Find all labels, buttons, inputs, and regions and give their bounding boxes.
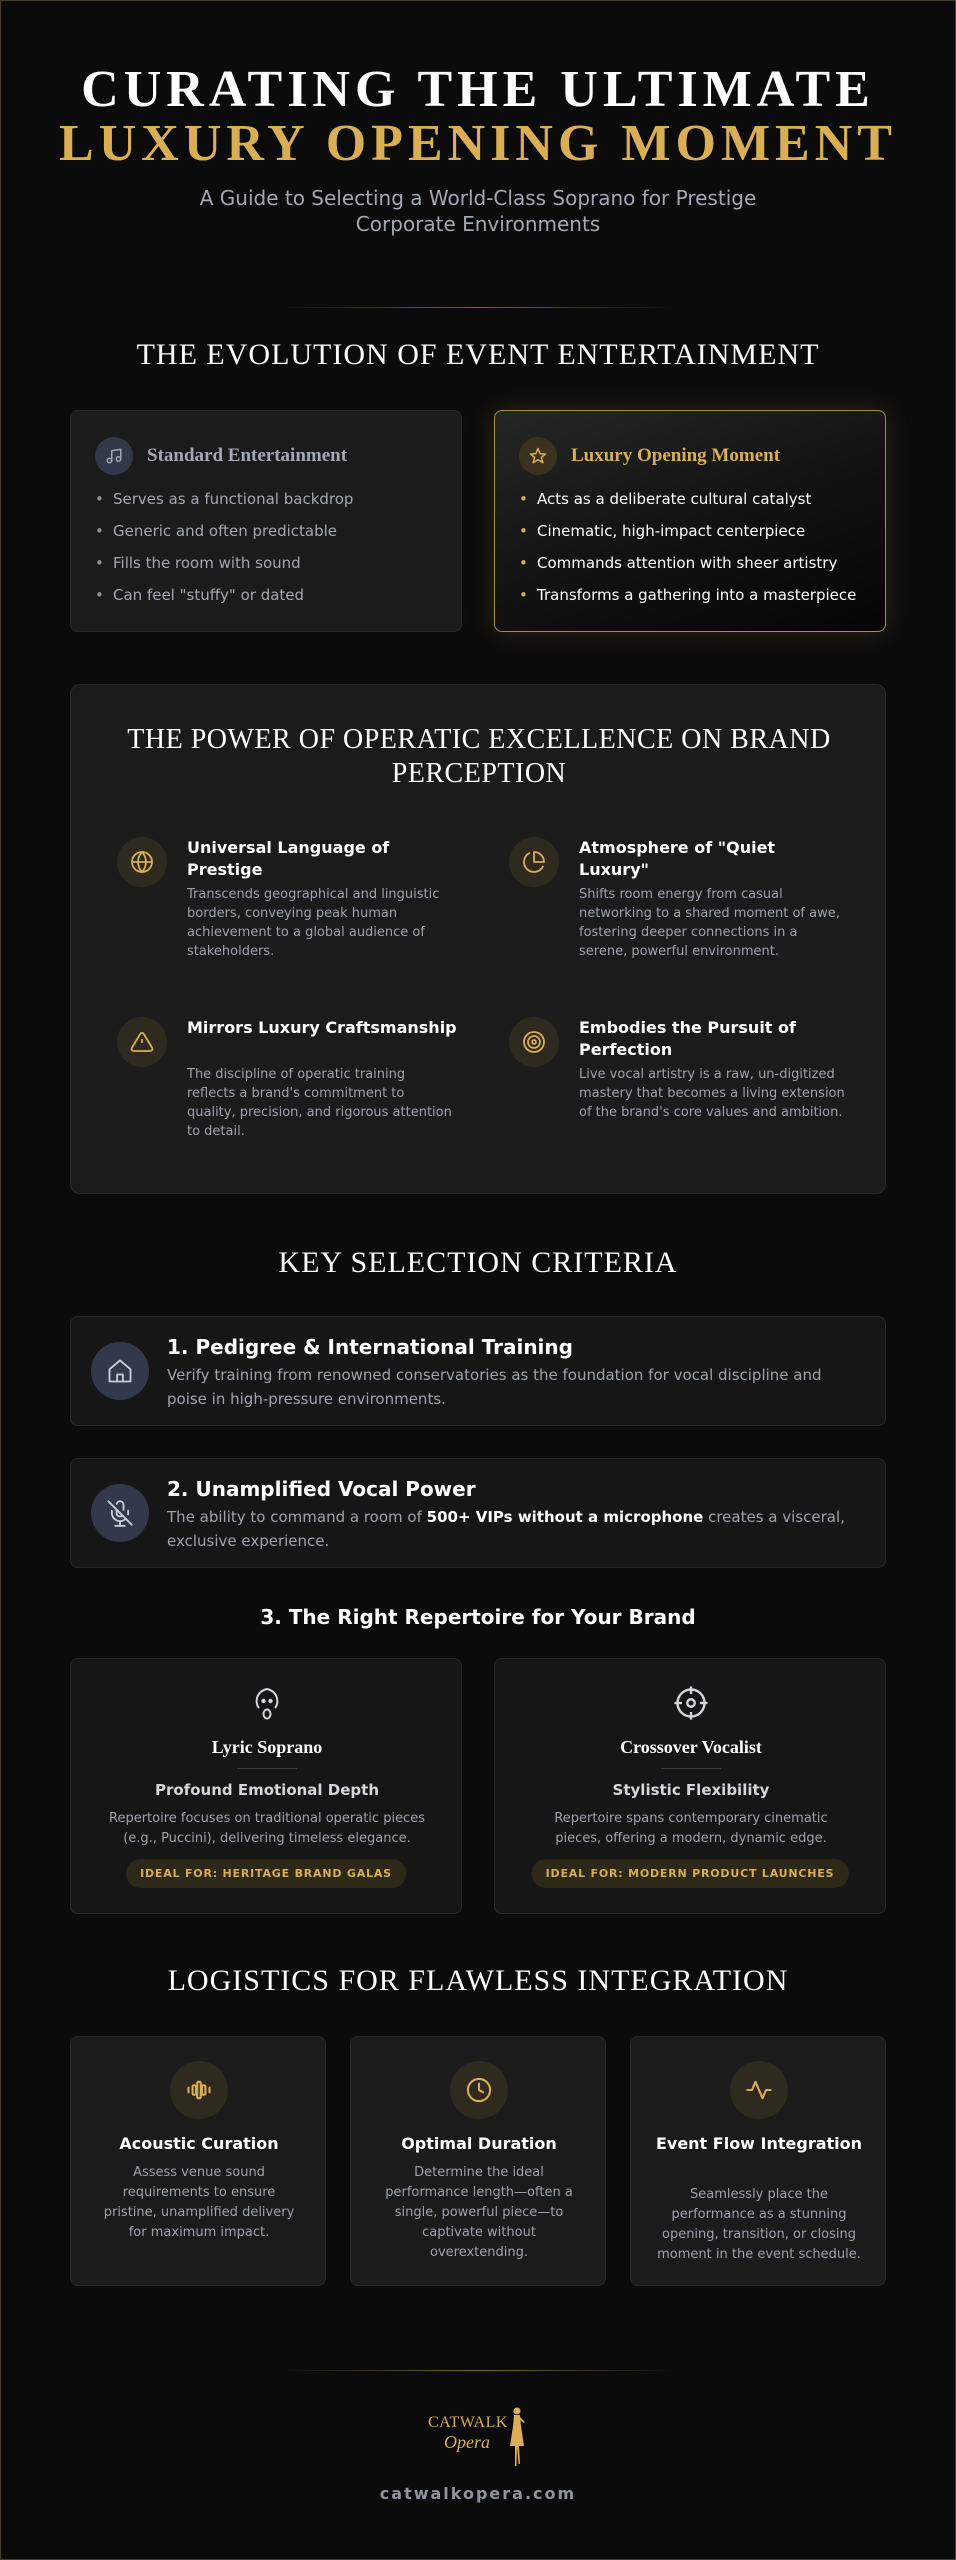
criteria-title: 2. Unamplified Vocal Power <box>167 1477 476 1501</box>
repertoire-desc: Repertoire focuses on traditional operatic pieces (e.g., Puccini), delivering timeless elegance. <box>109 1811 425 1846</box>
repertoire-divider <box>237 1768 297 1769</box>
criteria-desc-part: The ability to command a room of <box>167 1508 427 1526</box>
list-item: • Cinematic, high-impact centerpiece <box>519 521 861 553</box>
list-item: • Can feel "stuffy" or dated <box>95 585 437 617</box>
footer-website-link[interactable]: catwalkopera.com <box>379 2484 577 2503</box>
criteria-desc-part: creates a visceral, exclusive experience. <box>167 1508 845 1550</box>
logo-text-line2: Opera <box>444 2432 490 2452</box>
hero-title-line1: CURATING THE ULTIMATE <box>81 61 875 118</box>
list-item: • Generic and often predictable <box>95 521 437 553</box>
warning-triangle-icon <box>117 1017 167 1067</box>
sound-wave-icon <box>170 2061 228 2119</box>
criteria-desc-bold: 500+ VIPs without a microphone <box>426 1508 704 1526</box>
power-item-desc: Live vocal artistry is a raw, un-digitized mastery that becomes a living extension of the brand's core values and ambition. <box>579 1067 845 1120</box>
standard-entertainment-card <box>70 410 462 632</box>
repertoire-card-lyric-soprano <box>70 1658 462 1914</box>
evolution-title: THE EVOLUTION OF EVENT ENTERTAINMENT <box>136 338 820 371</box>
luxury-list <box>519 489 861 617</box>
power-item-title: Embodies the Pursuit of Perfection <box>579 1018 796 1059</box>
repertoire-divider <box>661 1768 721 1769</box>
repertoire-card-crossover <box>494 1658 886 1914</box>
logistics-card-event-flow <box>630 2036 886 2286</box>
repertoire-name: Lyric Soprano <box>211 1737 323 1757</box>
power-title: THE POWER OF OPERATIC EXCELLENCE ON BRAND PERCEPTION <box>127 724 831 789</box>
luxury-opening-card <box>494 410 886 632</box>
list-item: • Commands attention with sheer artistry <box>519 553 861 585</box>
criteria-title: 1. Pedigree & International Training <box>167 1335 573 1359</box>
footer-divider <box>280 2370 676 2371</box>
power-item-desc: Shifts room energy from casual networking to a shared moment of awe, fostering deeper connections in a serene, powerful environment. <box>579 887 840 959</box>
list-item: • Fills the room with sound <box>95 553 437 585</box>
logistics-title: LOGISTICS FOR FLAWLESS INTEGRATION <box>167 1964 789 1997</box>
catwalk-opera-logo <box>428 2402 528 2472</box>
repertoire-name: Crossover Vocalist <box>620 1737 762 1757</box>
criteria-title: KEY SELECTION CRITERIA <box>278 1246 678 1279</box>
criteria-desc: Verify training from renowned conservatories as the foundation for vocal discipline and poise in high-pressure environments. <box>167 1366 822 1408</box>
home-icon <box>91 1342 149 1400</box>
hero-divider <box>280 307 676 308</box>
logistics-card-acoustic <box>70 2036 326 2286</box>
power-item-title: Universal Language of Prestige <box>187 838 390 879</box>
list-item: • Serves as a functional backdrop <box>95 489 437 521</box>
pie-chart-icon <box>509 837 559 887</box>
power-item-title: Atmosphere of "Quiet Luxury" <box>579 838 776 879</box>
music-note-icon <box>95 437 133 475</box>
logistics-item-desc: Determine the ideal performance length—often a single, powerful piece—to captivate without overextending. <box>385 2165 573 2260</box>
repertoire-badge: IDEAL FOR: HERITAGE BRAND GALAS <box>126 1859 406 1888</box>
logistics-item-title: Optimal Duration <box>401 2134 557 2153</box>
logistics-item-desc: Seamlessly place the performance as a stunning opening, transition, or closing moment in the event schedule. <box>657 2187 861 2262</box>
criteria-desc <box>167 1505 847 1553</box>
logistics-item-title: Acoustic Curation <box>119 2134 279 2153</box>
logistics-item-desc: Assess venue sound requirements to ensure pristine, unamplified delivery for maximum impact. <box>103 2165 295 2240</box>
dancer-silhouette-icon <box>506 2406 528 2468</box>
star-icon <box>519 437 557 475</box>
repertoire-subtitle: Profound Emotional Depth <box>154 1781 380 1799</box>
mic-off-icon <box>91 1484 149 1542</box>
clock-icon <box>450 2061 508 2119</box>
criteria-card-pedigree <box>70 1316 886 1426</box>
hero-title-line2: LUXURY OPENING MOMENT <box>59 115 897 172</box>
repertoire-desc: Repertoire spans contemporary cinematic pieces, offering a modern, dynamic edge. <box>554 1811 828 1846</box>
criteria-card-vocal-power <box>70 1458 886 1568</box>
standard-list <box>95 489 437 617</box>
list-item: • Acts as a deliberate cultural catalyst <box>519 489 861 521</box>
repertoire-subtitle: Stylistic Flexibility <box>612 1781 770 1799</box>
power-item-desc: Transcends geographical and linguistic borders, conveying peak human achievement to a global audience of stakeholders. <box>187 887 440 959</box>
list-item: • Transforms a gathering into a masterpiece <box>519 585 861 617</box>
target-icon <box>509 1017 559 1067</box>
globe-icon <box>117 837 167 887</box>
soprano-icon <box>247 1683 287 1723</box>
repertoire-badge: IDEAL FOR: MODERN PRODUCT LAUNCHES <box>532 1859 849 1888</box>
repertoire-title: 3. The Right Repertoire for Your Brand <box>260 1605 696 1629</box>
standard-card-title: Standard Entertainment <box>147 445 348 466</box>
power-item-desc: The discipline of operatic training reflects a brand's commitment to quality, precision, and rigorous attention to detail. <box>187 1067 452 1139</box>
hero-subtitle: A Guide to Selecting a World-Class Soprano for Prestige Corporate Environments <box>199 186 757 236</box>
power-item-title: Mirrors Luxury Craftsmanship <box>187 1018 457 1037</box>
crosshair-icon <box>671 1683 711 1723</box>
luxury-card-title: Luxury Opening Moment <box>571 445 781 466</box>
logo-text-line1: CATWALK <box>428 2414 508 2431</box>
logistics-item-title: Event Flow Integration <box>655 2134 863 2153</box>
power-panel <box>70 684 886 1194</box>
logistics-card-duration <box>350 2036 606 2286</box>
activity-icon <box>730 2061 788 2119</box>
